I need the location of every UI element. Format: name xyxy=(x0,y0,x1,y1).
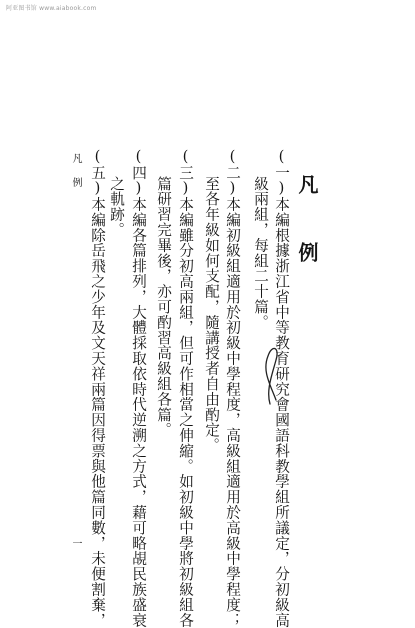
page-heading: 凡 例 xyxy=(295,174,319,274)
item-2-line-1 xyxy=(224,148,240,628)
item-2-text-1: 本編初級組適用於初級中學程度，高級組適用於高級中學程度； xyxy=(224,196,241,628)
item-3-line-1 xyxy=(177,148,193,628)
item-5-text-1: 本編除岳飛之少年及文天祥兩篇因得票與他篇同數，未便割棄， xyxy=(89,196,106,628)
item-4-text-1: 本編各篇排列，大體採取依時代逆溯之方式，藉可略覘民族盛衰 xyxy=(130,196,147,628)
page-number: 一 xyxy=(70,538,81,548)
item-4-marker: (四) xyxy=(130,148,147,197)
item-1-line-1 xyxy=(273,148,289,628)
item-1-marker: (一) xyxy=(273,148,290,197)
item-1-line-2: 級兩組，每組二十篇。 xyxy=(252,176,269,330)
margin-label: 凡例 xyxy=(70,153,81,201)
item-2-marker: (二) xyxy=(224,148,241,197)
item-4-line-1 xyxy=(130,148,146,628)
item-3-marker: (三) xyxy=(177,148,194,197)
item-5-line-1 xyxy=(89,148,105,628)
watermark: 阿亚图书馆 www.aiabook.com xyxy=(6,5,97,12)
item-4-line-2: 之軌跡。 xyxy=(108,176,125,238)
item-1-text-1: 本編根據浙江省中等教育研究會國語科教學組所議定，分初級高 xyxy=(273,196,290,628)
item-3-line-2: 篇研習完畢後，亦可酌習高級組各篇。 xyxy=(155,176,172,438)
item-5-marker: (五) xyxy=(89,148,106,197)
item-3-text-1: 本編雖分初高兩組，但可作相當之伸縮。如初級中學將初級組各 xyxy=(177,196,194,628)
item-2-line-2: 至各年級如何支配，隨講授者自由酌定。 xyxy=(203,176,220,454)
